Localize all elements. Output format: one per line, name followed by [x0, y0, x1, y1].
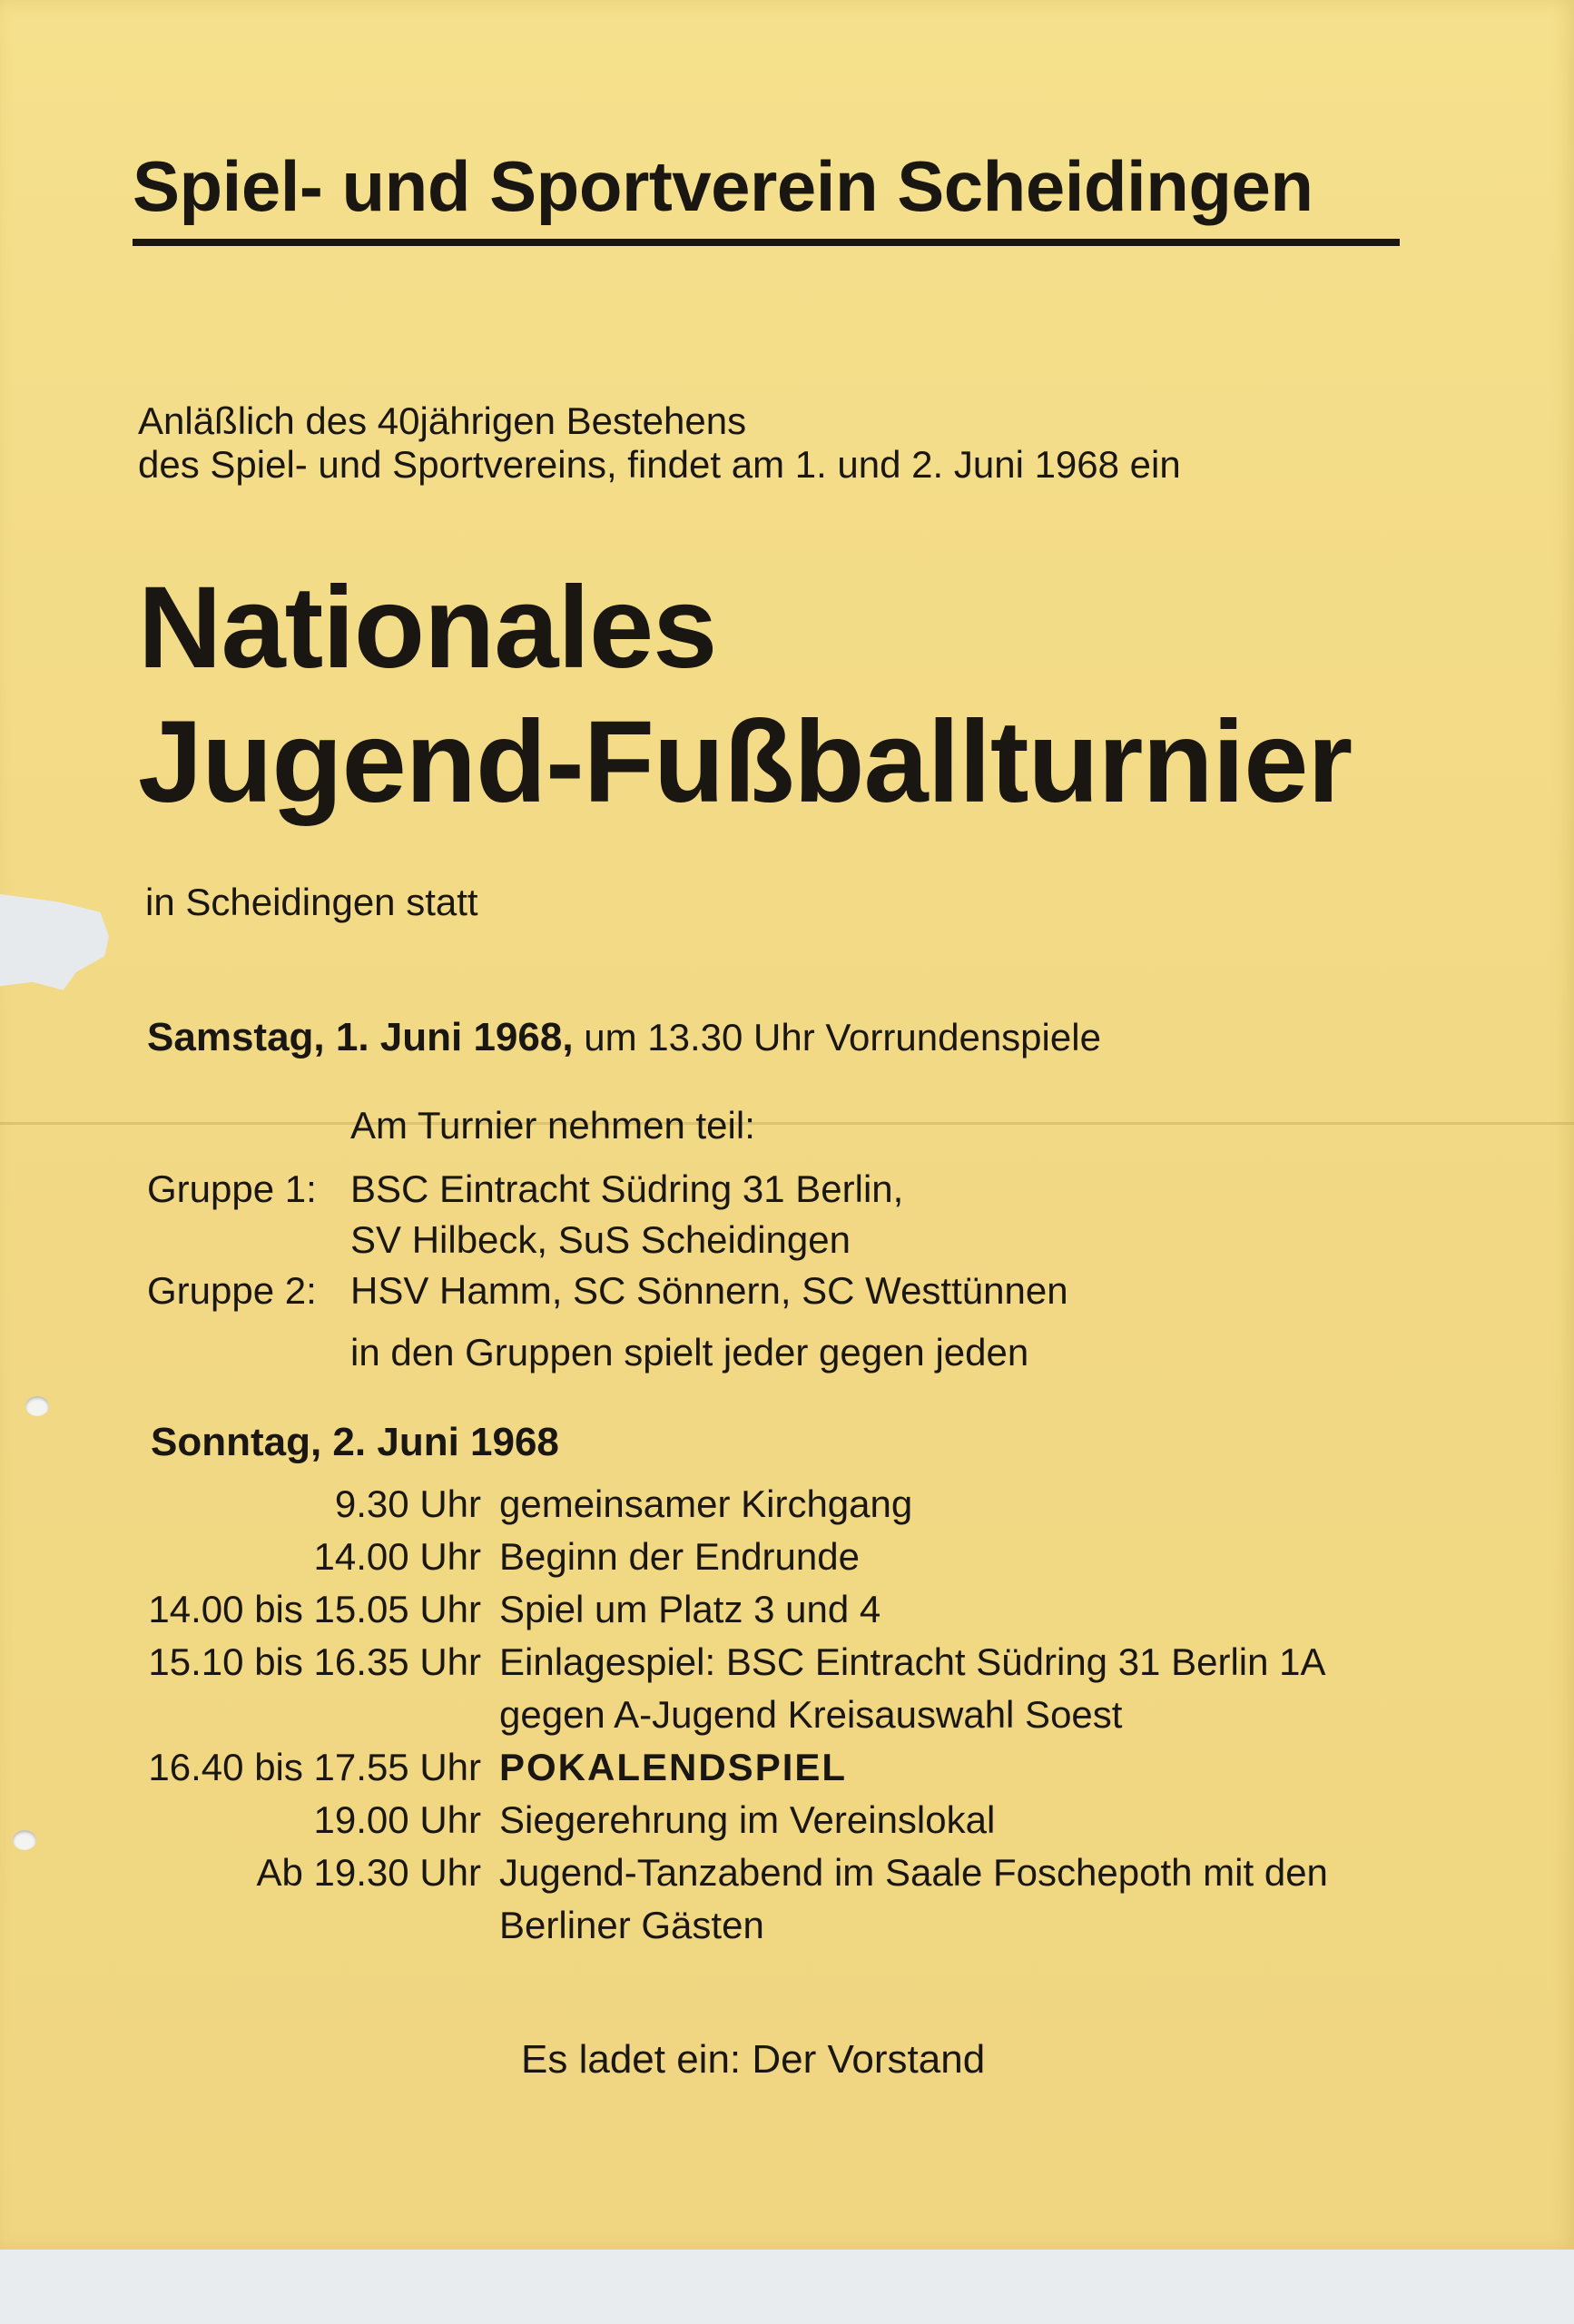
group-2 [147, 1265, 1068, 1316]
schedule-event [499, 1478, 912, 1531]
day1-text: um 13.30 Uhr Vorrundenspiele [584, 1016, 1101, 1059]
schedule-row [145, 1794, 1328, 1846]
intro-line-1: Anläßlich des 40jährigen Bestehens [138, 399, 747, 442]
schedule [145, 1478, 1328, 1952]
group-teams-line: BSC Eintracht Südring 31 Berlin, [350, 1167, 904, 1210]
intro-line-2: des Spiel- und Sportvereins, findet am 1. und 2. Juni 1968 ein [138, 443, 1181, 486]
group-label: Gruppe 2: [147, 1269, 317, 1312]
schedule-row [145, 1846, 1328, 1952]
schedule-time: 16.40 bis 17.55 Uhr [148, 1746, 481, 1788]
schedule-time: 14.00 Uhr [313, 1535, 481, 1578]
day2-heading: Sonntag, 2. Juni 1968 [151, 1420, 559, 1464]
schedule-time: 15.10 bis 16.35 Uhr [148, 1640, 481, 1683]
schedule-time: 19.00 Uhr [313, 1798, 481, 1841]
schedule-event-line: Beginn der Endrunde [499, 1535, 860, 1578]
closing-line: Es ladet ein: Der Vorstand [521, 2037, 986, 2082]
schedule-event-line: Jugend-Tanzabend im Saale Foschepoth mit den [499, 1851, 1328, 1894]
schedule-event-line: Spiel um Platz 3 und 4 [499, 1588, 881, 1630]
day1-heading: Samstag, 1. Juni 1968, [147, 1015, 574, 1059]
schedule-event-final [499, 1741, 847, 1794]
schedule-row [145, 1636, 1328, 1741]
main-title-line-1: Nationales [138, 563, 717, 693]
day1-line [147, 1015, 1101, 1060]
group-label: Gruppe 1: [147, 1167, 317, 1210]
schedule-event-line: Berliner Gästen [499, 1904, 764, 1946]
groups [147, 1164, 1068, 1316]
group-1 [147, 1164, 1068, 1265]
schedule-event [499, 1531, 860, 1583]
location-text: in Scheidingen statt [145, 881, 478, 923]
schedule-row [145, 1583, 1328, 1636]
schedule-row [145, 1531, 1328, 1583]
schedule-event-line: POKALENDSPIEL [499, 1746, 848, 1788]
club-name: Spiel- und Sportverein Scheidingen [133, 146, 1313, 226]
fold-line [0, 1122, 1574, 1125]
schedule-event-line: gegen A-Jugend Kreisauswahl Soest [499, 1693, 1123, 1736]
schedule-event [499, 1636, 1326, 1741]
schedule-time: 9.30 Uhr [334, 1482, 481, 1525]
participants-intro: Am Turnier nehmen teil: [350, 1104, 755, 1147]
group-teams [350, 1164, 903, 1265]
schedule-event-line: gemeinsamer Kirchgang [499, 1482, 913, 1525]
main-title-line-2: Jugend-Fußballturnier [138, 697, 1353, 827]
schedule-event-line: Siegerehrung im Vereinslokal [499, 1798, 996, 1841]
punch-hole [13, 1830, 36, 1850]
schedule-event [499, 1583, 880, 1636]
main-title [138, 561, 1352, 830]
header-rule [133, 239, 1400, 246]
club-header [133, 145, 1400, 246]
schedule-event-line: Einlagespiel: BSC Eintracht Südring 31 Berlin 1A [499, 1640, 1326, 1683]
schedule-row [145, 1478, 1328, 1531]
group-teams [350, 1265, 1068, 1316]
schedule-event [499, 1846, 1328, 1952]
intro-text [138, 399, 1181, 487]
schedule-time: Ab 19.30 Uhr [256, 1851, 481, 1894]
schedule-row [145, 1741, 1328, 1794]
schedule-event [499, 1794, 995, 1846]
punch-hole [25, 1396, 49, 1416]
group-note: in den Gruppen spielt jeder gegen jeden [350, 1331, 1029, 1374]
group-teams-line: SV Hilbeck, SuS Scheidingen [350, 1218, 851, 1261]
group-teams-line: HSV Hamm, SC Sönnern, SC Westtünnen [350, 1269, 1068, 1312]
torn-corner [0, 894, 109, 994]
schedule-time: 14.00 bis 15.05 Uhr [148, 1588, 481, 1630]
